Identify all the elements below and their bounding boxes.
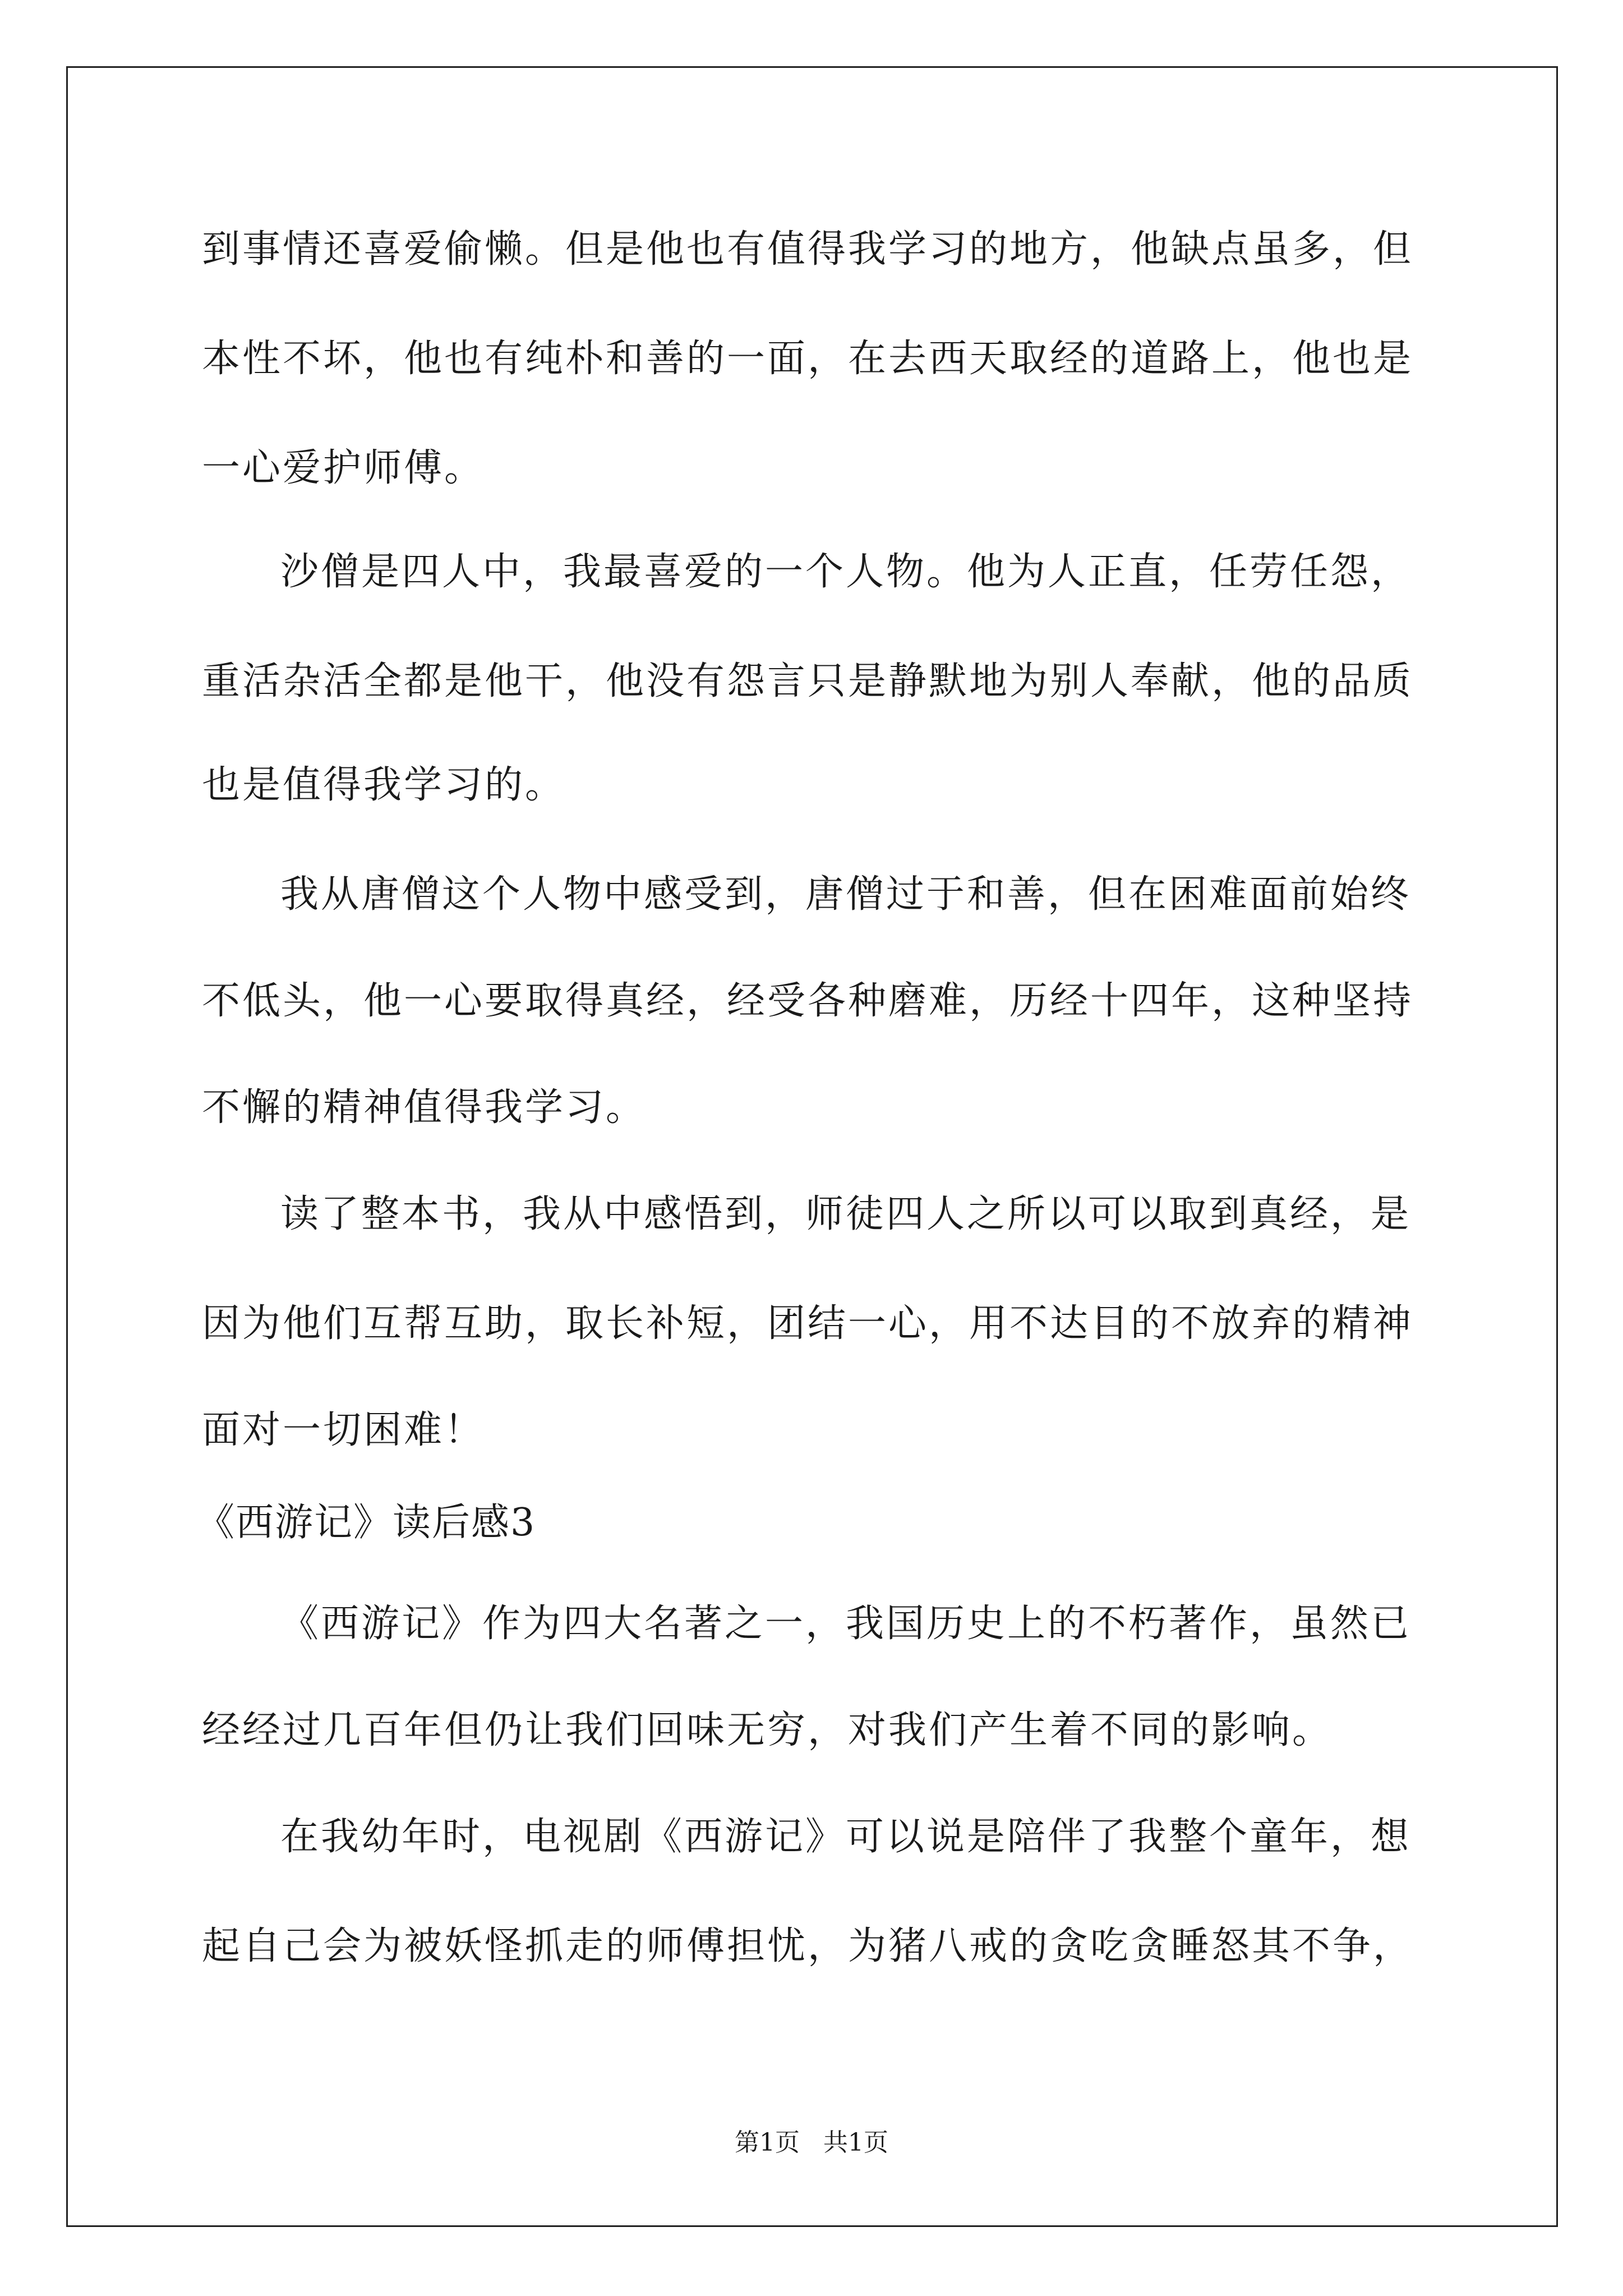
section-heading: 《西游记》读后感3 xyxy=(196,1501,536,1545)
page-border xyxy=(66,66,1558,2227)
text-line-16: 起自己会为被妖怪抓走的师傅担忧，为猪八戒的贪吃贪睡怒其不争， xyxy=(202,1924,1414,1968)
text-line-3: 一心爱护师傅。 xyxy=(202,446,485,490)
text-line-10: 读了整本书，我从中感悟到，师徒四人之所以可以取到真经，是 xyxy=(280,1192,1412,1236)
text-line-5: 重活杂活全都是他干，他没有怨言只是静默地为别人奉献，他的品质 xyxy=(202,659,1414,703)
text-line-8: 不低头，他一心要取得真经，经受各种磨难，历经十四年，这种坚持 xyxy=(202,979,1414,1023)
text-line-14: 经经过几百年但仍让我们回味无穷，对我们产生着不同的影响。 xyxy=(202,1708,1333,1752)
text-line-4: 沙僧是四人中，我最喜爱的一个人物。他为人正直，任劳任怨， xyxy=(280,550,1412,594)
text-line-15: 在我幼年时，电视剧《西游记》可以说是陪伴了我整个童年，想 xyxy=(280,1815,1412,1859)
text-line-11: 因为他们互帮互助，取长补短，团结一心，用不达目的不放弃的精神 xyxy=(202,1301,1414,1346)
text-line-7: 我从唐僧这个人物中感受到，唐僧过于和善，但在困难面前始终 xyxy=(280,872,1412,917)
text-line-6: 也是值得我学习的。 xyxy=(202,763,566,807)
text-line-2: 本性不坏，他也有纯朴和善的一面，在去西天取经的道路上，他也是 xyxy=(202,337,1414,381)
text-line-9: 不懈的精神值得我学习。 xyxy=(202,1085,647,1130)
text-line-1: 到事情还喜爱偷懒。但是他也有值得我学习的地方，他缺点虽多，但 xyxy=(202,227,1414,272)
page-footer: 第1页 共1页 xyxy=(735,2128,888,2157)
text-line-12: 面对一切困难！ xyxy=(202,1408,485,1452)
text-line-13: 《西游记》作为四大名著之一，我国历史上的不朽著作，虽然已 xyxy=(280,1602,1412,1646)
